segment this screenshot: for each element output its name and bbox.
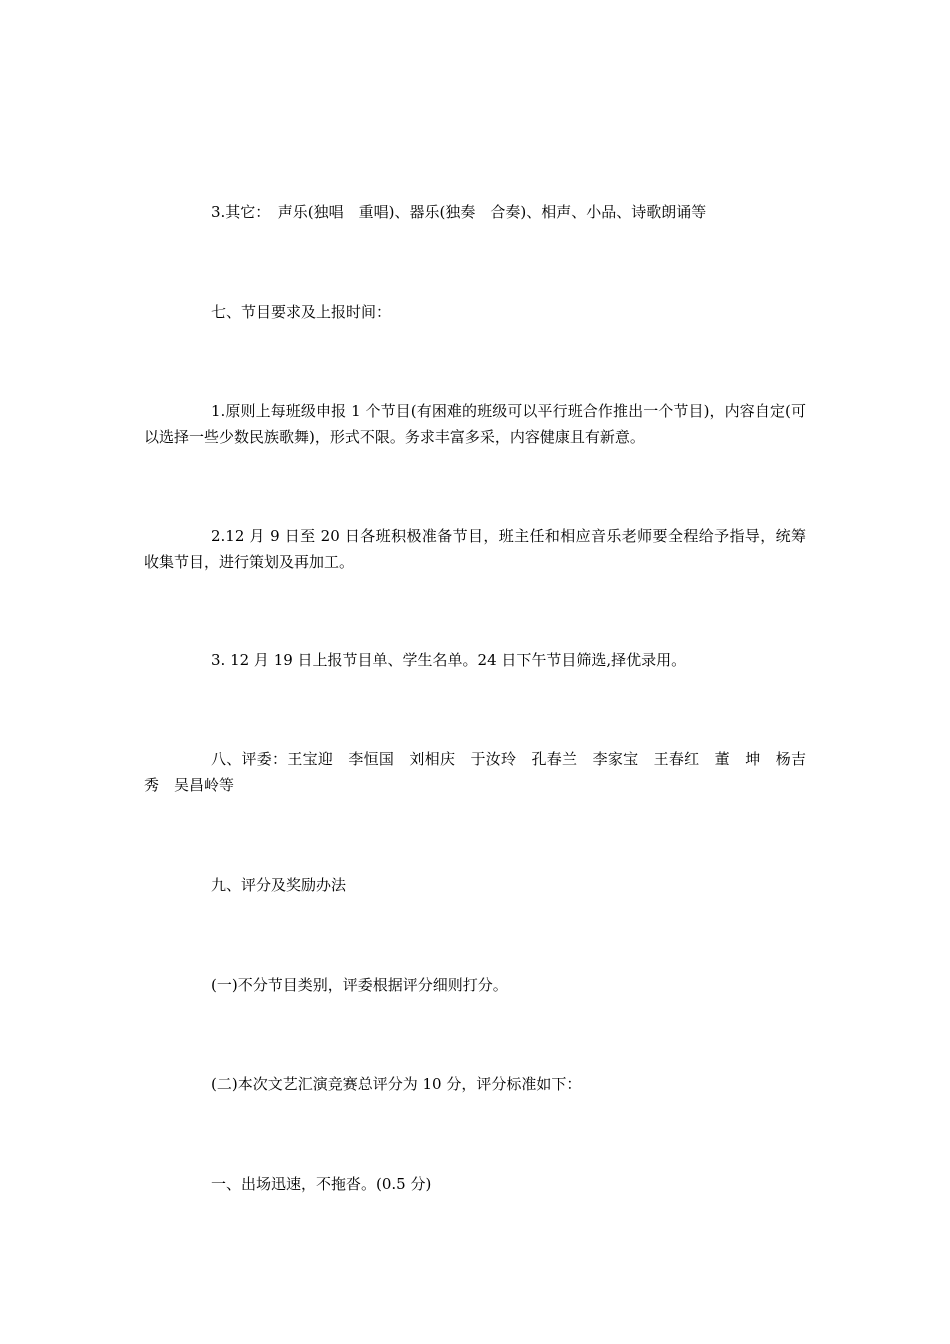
paragraph-requirement-1: 1.原则上每班级申报 1 个节目(有困难的班级可以平行班合作推出一个节目)，内容自定(可以选择一些少数民族歌舞)，形式不限。务求丰富多采，内容健康且有新意。	[144, 402, 806, 446]
paragraph-scoring-2: (二)本次文艺汇演竞赛总评分为 10 分，评分标准如下：	[211, 1075, 582, 1093]
paragraph-requirement-3: 3. 12 月 19 日上报节目单、学生名单。24 日下午节目筛选,择优录用。	[211, 651, 687, 669]
heading-section-nine: 九、评分及奖励办法	[211, 876, 347, 894]
paragraph-criterion-1: 一、出场迅速，不拖沓。(0.5 分)	[211, 1175, 432, 1193]
paragraph-scoring-1: (一)不分节目类别，评委根据评分细则打分。	[211, 976, 508, 994]
paragraph-other-programs: 3.其它： 声乐(独唱 重唱)、器乐(独奏 合奏)、相声、小品、诗歌朗诵等	[211, 203, 707, 221]
paragraph-judges: 八、评委：王宝迎 李恒国 刘相庆 于汝玲 孔春兰 李家宝 王春红 董 坤 杨吉秀 吴昌岭等	[144, 750, 806, 794]
heading-section-seven: 七、节目要求及上报时间：	[211, 303, 392, 321]
paragraph-requirement-2: 2.12 月 9 日至 20 日各班积极准备节目，班主任和相应音乐老师要全程给予指导，统筹收集节目，进行策划及再加工。	[144, 527, 806, 571]
